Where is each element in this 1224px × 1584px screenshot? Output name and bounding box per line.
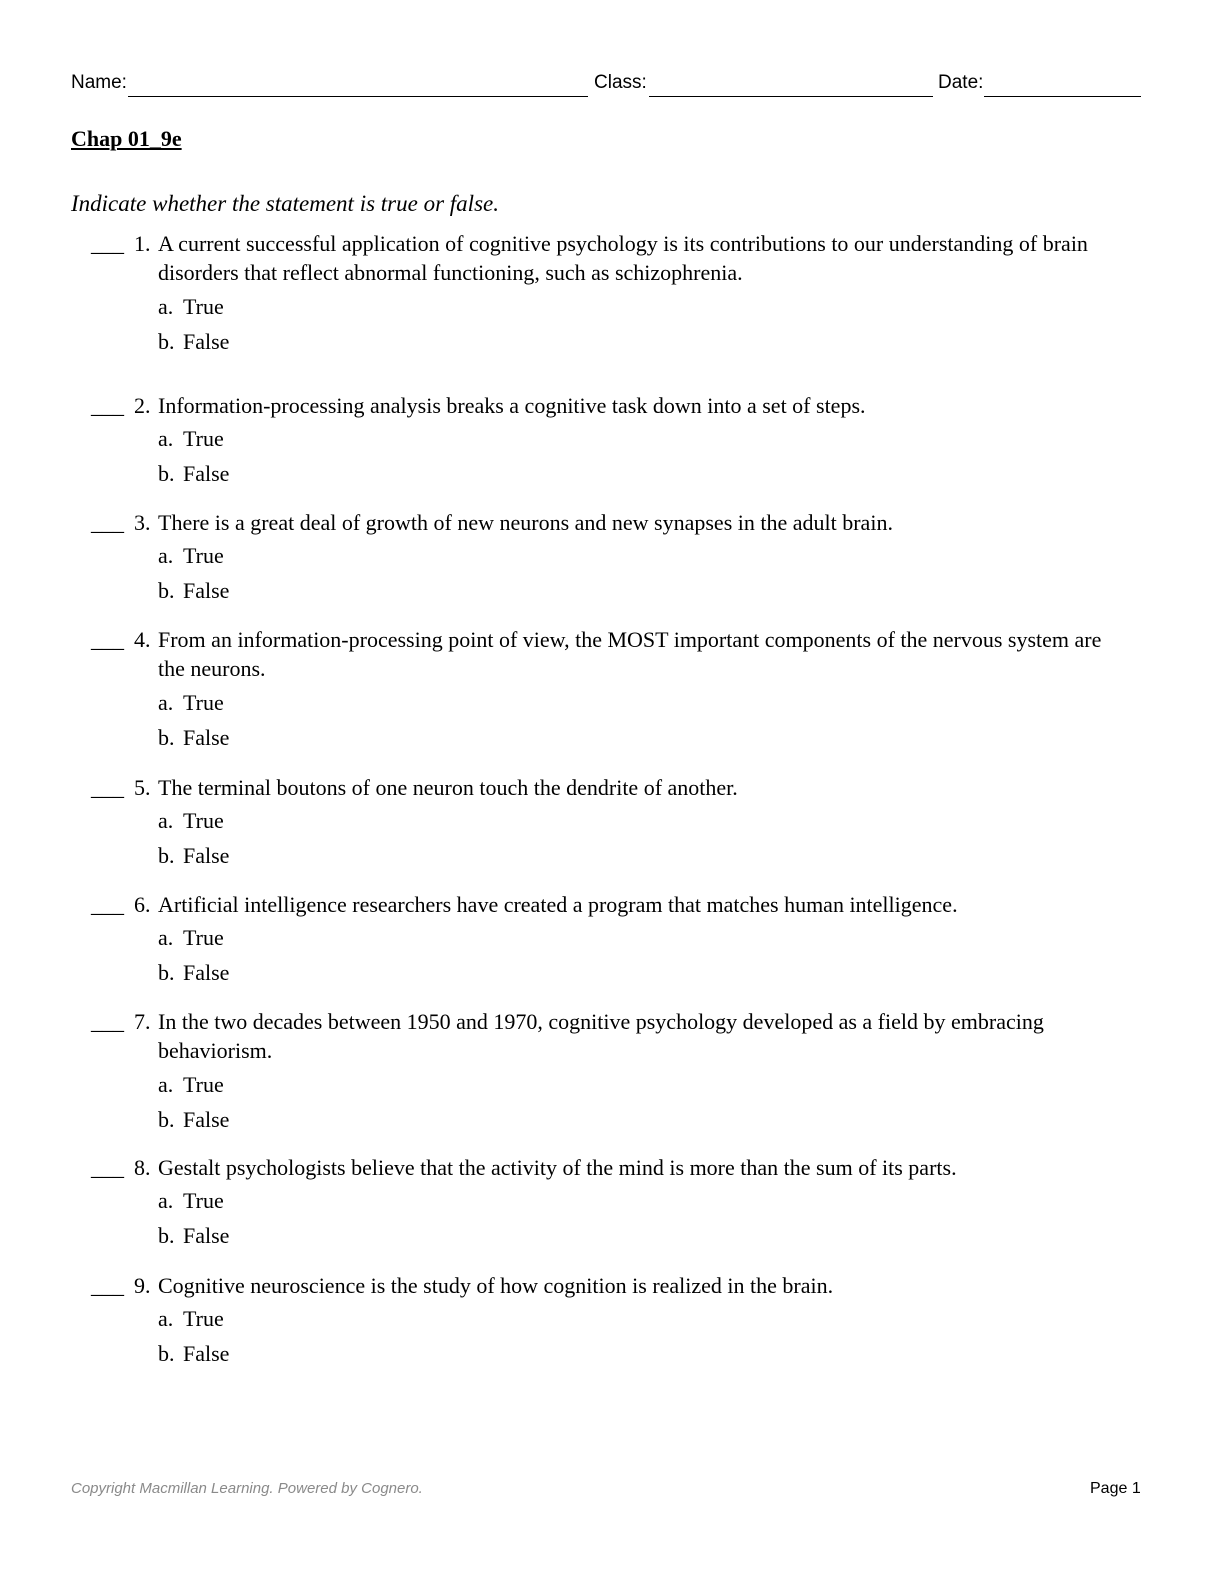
answer-blank[interactable]: ___ (91, 1155, 124, 1180)
option-label: False (183, 1223, 230, 1248)
option-label: False (183, 329, 230, 354)
class-field[interactable] (594, 71, 933, 97)
option-true (158, 806, 224, 835)
question-text: There is a great deal of growth of new neurons and new synapses in the adult brain. (158, 510, 893, 535)
option-letter: b. (158, 843, 175, 868)
answer-blank[interactable]: ___ (91, 892, 124, 917)
option-letter: a. (158, 690, 174, 715)
question-text: Gestalt psychologists believe that the activity of the mind is more than the sum of its parts. (158, 1155, 957, 1180)
answer-blank[interactable]: ___ (91, 231, 124, 256)
option-true (158, 1070, 224, 1099)
option-true (158, 923, 224, 952)
question-number: 2. (134, 393, 151, 418)
option-letter: a. (158, 543, 174, 568)
option-true (158, 1186, 224, 1215)
question-text: From an information-processing point of view, the MOST important components of the nervous system are the neurons. (158, 627, 1102, 681)
name-label: Name: (71, 72, 127, 93)
question-number: 8. (134, 1155, 151, 1180)
copyright-footer: Copyright Macmillan Learning. Powered by Cognero. (71, 1480, 423, 1497)
question-number: 7. (134, 1009, 151, 1034)
question-text: Information-processing analysis breaks a cognitive task down into a set of steps. (158, 393, 866, 418)
student-info-header (71, 71, 1141, 97)
date-field[interactable] (938, 71, 1141, 97)
question-text: A current successful application of cognitive psychology is its contributions to our understanding of brain disorders that reflect abnormal functioning, such as schizophrenia. (158, 231, 1088, 285)
option-false (158, 1339, 229, 1368)
option-label: True (183, 690, 224, 715)
option-false (158, 576, 229, 605)
name-field[interactable] (71, 71, 588, 97)
option-label: True (183, 543, 224, 568)
question-number: 3. (134, 510, 151, 535)
question-number: 4. (134, 627, 151, 652)
option-false (158, 1221, 229, 1250)
question-text: Cognitive neuroscience is the study of how cognition is realized in the brain. (158, 1273, 834, 1298)
option-true (158, 292, 224, 321)
option-label: False (183, 1107, 230, 1132)
option-label: True (183, 808, 224, 833)
question-text: In the two decades between 1950 and 1970, cognitive psychology developed as a field by embracing behaviorism. (158, 1009, 1044, 1063)
option-label: False (183, 843, 230, 868)
answer-blank[interactable]: ___ (91, 393, 124, 418)
class-line[interactable] (649, 96, 933, 97)
answer-blank[interactable]: ___ (91, 510, 124, 535)
option-letter: b. (158, 1223, 175, 1248)
option-true (158, 1304, 224, 1333)
option-true (158, 541, 224, 570)
option-label: False (183, 1341, 230, 1366)
class-label: Class: (594, 72, 647, 93)
answer-blank[interactable]: ___ (91, 627, 124, 652)
option-letter: b. (158, 725, 175, 750)
option-false (158, 723, 229, 752)
option-true (158, 424, 224, 453)
chapter-title: Chap 01_9e (71, 126, 182, 151)
answer-blank[interactable]: ___ (91, 1273, 124, 1298)
option-label: True (183, 925, 224, 950)
option-letter: a. (158, 1306, 174, 1331)
option-label: False (183, 578, 230, 603)
question-number: 6. (134, 892, 151, 917)
question-text: The terminal boutons of one neuron touch the dendrite of another. (158, 775, 738, 800)
option-letter: b. (158, 1107, 175, 1132)
option-letter: b. (158, 960, 175, 985)
option-letter: a. (158, 1188, 174, 1213)
option-label: False (183, 461, 230, 486)
date-line[interactable] (984, 96, 1141, 97)
option-letter: a. (158, 925, 174, 950)
option-label: False (183, 725, 230, 750)
option-letter: b. (158, 578, 175, 603)
option-letter: b. (158, 461, 175, 486)
option-letter: b. (158, 329, 175, 354)
option-label: False (183, 960, 230, 985)
option-letter: a. (158, 426, 174, 451)
instruction-text: Indicate whether the statement is true or false. (71, 191, 499, 216)
name-line[interactable] (128, 96, 588, 97)
page-number: Page 1 (1090, 1480, 1141, 1497)
option-false (158, 958, 229, 987)
option-label: True (183, 1188, 224, 1213)
question-number: 5. (134, 775, 151, 800)
answer-blank[interactable]: ___ (91, 1009, 124, 1034)
option-letter: b. (158, 1341, 175, 1366)
option-false (158, 459, 229, 488)
option-false (158, 327, 229, 356)
question-number: 9. (134, 1273, 151, 1298)
option-false (158, 1105, 229, 1134)
option-letter: a. (158, 808, 174, 833)
option-label: True (183, 1072, 224, 1097)
option-letter: a. (158, 1072, 174, 1097)
date-label: Date: (938, 72, 984, 93)
option-label: True (183, 1306, 224, 1331)
option-label: True (183, 294, 224, 319)
answer-blank[interactable]: ___ (91, 775, 124, 800)
question-number: 1. (134, 231, 151, 256)
option-true (158, 688, 224, 717)
option-label: True (183, 426, 224, 451)
question-text: Artificial intelligence researchers have created a program that matches human intelligence. (158, 892, 958, 917)
option-letter: a. (158, 294, 174, 319)
option-false (158, 841, 229, 870)
